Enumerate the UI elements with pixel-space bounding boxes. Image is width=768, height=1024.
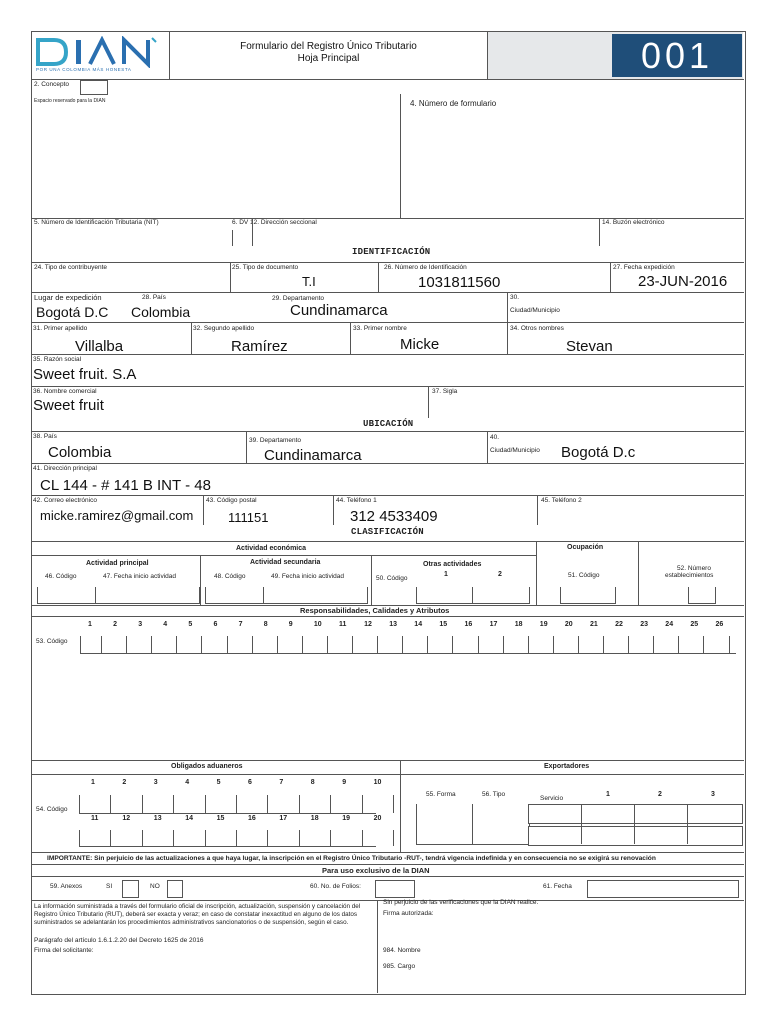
aduanero-number-18: 18 (310, 815, 319, 822)
aduanero-cell-divider (330, 830, 331, 846)
form-number-box (612, 34, 742, 77)
ciudad-num: 30. (510, 294, 520, 301)
aduanero-number-5: 5 (216, 779, 221, 786)
exportadores-title: Exportadores (544, 763, 590, 770)
aduanero-number-10: 10 (373, 779, 382, 786)
codigo51-field[interactable] (560, 587, 616, 604)
otros-nombres-value[interactable]: Stevan (566, 338, 613, 355)
aduanero-number-19: 19 (342, 815, 350, 822)
pais-value[interactable]: Colombia (131, 304, 191, 320)
otras1-label: 1 (444, 571, 448, 578)
resp-number-11: 11 (339, 621, 347, 628)
aduanero-cell-divider (299, 795, 300, 813)
aduanero-number-4: 4 (185, 779, 190, 786)
ubic-departamento-value[interactable]: Cundinamarca (264, 447, 362, 464)
primer-apellido-value[interactable]: Villalba (75, 338, 124, 355)
correo-label: 42. Correo electrónico (33, 497, 97, 504)
tel2-label: 45. Teléfono 2 (541, 497, 582, 504)
dian-logo (34, 36, 164, 76)
aduanero-cell-divider (142, 795, 143, 813)
resp-number-25: 25 (690, 621, 699, 628)
resp-cell-divider (653, 636, 654, 653)
resp-cell-divider (302, 636, 303, 653)
buzon-label: 14. Buzón electrónico (602, 219, 665, 226)
codigo53-field[interactable] (80, 633, 736, 654)
form-title-line2: Hoja Principal (297, 53, 360, 64)
anexos-label: 59. Anexos (50, 883, 83, 890)
resp-number-20: 20 (564, 621, 573, 628)
codigo51-label: 51. Código (568, 572, 600, 579)
fecha61-label: 61. Fecha (543, 883, 572, 890)
identificacion-title: IDENTIFICACIÓN (352, 247, 431, 257)
ubic-pais-label: 38. País (33, 433, 57, 440)
obligados-aduaneros-title: Obligados aduaneros (171, 763, 243, 770)
numero-formulario-label: 4. Número de formulario (410, 99, 497, 108)
info-text: La información suministrada a través del formulario oficial de inscripción, actualización, suspensión y cancelación del Registro Único Tributario (RUT), deberá ser exacta y veraz; en caso de constatar inexactitud en alguno de los datos suministrados se adelantarán los procedimientos administrativos sancionatorios o de suspensión, según el caso. (34, 903, 361, 926)
resp-cell-divider (227, 636, 228, 653)
resp-number-2: 2 (113, 621, 117, 628)
codigo53-label: 53. Código (36, 638, 68, 645)
aduanero-cell-divider (79, 795, 80, 813)
aduanero-cell-divider (362, 830, 363, 846)
si-label: SI (106, 883, 113, 890)
resp-cell-divider (503, 636, 504, 653)
resp-number-9: 9 (288, 621, 293, 628)
lugar-value[interactable]: Bogotá D.C (36, 304, 109, 320)
codigo54-field-row2[interactable] (79, 828, 376, 847)
direccion-value[interactable]: CL 144 - # 141 B INT - 48 (40, 477, 211, 494)
ubic-pais-value[interactable]: Colombia (48, 444, 112, 461)
resp-number-13: 13 (389, 621, 397, 628)
aduanero-cell-divider (362, 795, 363, 813)
resp-cell-divider (327, 636, 328, 653)
verificaciones-text: Sin perjuicio de las verificaciones que la DIAN realice. (383, 899, 539, 906)
fecha-expedicion-value[interactable]: 23-JUN-2016 (638, 273, 728, 290)
form-number: 001 (640, 35, 714, 76)
resp-number-24: 24 (665, 621, 674, 628)
aduanero-cell-divider (393, 830, 394, 846)
aduanero-cell-divider (173, 795, 174, 813)
resp-cell-divider (402, 636, 403, 653)
resp-cell-divider (277, 636, 278, 653)
aduanero-cell-divider (236, 795, 237, 813)
resp-cell-divider (377, 636, 378, 653)
aduanero-cell-divider (110, 795, 111, 813)
aduanero-number-3: 3 (153, 779, 158, 786)
resp-number-26: 26 (715, 621, 724, 628)
segundo-apellido-value[interactable]: Ramírez (231, 338, 288, 355)
aduanero-cell-divider (393, 795, 394, 813)
segundo-apellido-label: 32. Segundo apellido (193, 325, 255, 332)
resp-number-7: 7 (238, 621, 243, 628)
fecha-expedicion-label: 27. Fecha expedición (613, 264, 675, 271)
nit-field[interactable] (34, 230, 230, 245)
resp-number-14: 14 (414, 621, 423, 628)
aduanero-number-2: 2 (122, 779, 127, 786)
aduanero-number-1: 1 (91, 779, 95, 786)
sigla-label: 37. Sigla (432, 388, 458, 395)
aduanero-number-20: 20 (373, 815, 382, 822)
codigo54-label: 54. Código (36, 806, 68, 813)
otras2-label: 2 (498, 571, 502, 578)
aduanero-number-11: 11 (91, 815, 99, 822)
folios-label: 60. No. de Folios: (310, 883, 361, 890)
fecha49-label: 49. Fecha inicio actividad (271, 573, 344, 580)
actividad-secundaria-title: Actividad secundaria (250, 559, 321, 566)
uso-dian-title: Para uso exclusivo de la DIAN (322, 866, 430, 875)
numero-id-value[interactable]: 1031811560 (418, 274, 501, 291)
codigo46-label: 46. Código (45, 573, 77, 580)
firma-autorizada-label: Firma autorizada: (383, 910, 434, 917)
dian-logo-icon (34, 36, 164, 68)
tel1-value[interactable]: 312 4533409 (350, 508, 438, 525)
reserved-label: Espacio reservado para la DIAN (34, 98, 106, 104)
dian-slogan: POR UNA COLOMBIA MÁS HONESTA (36, 67, 132, 72)
codigo54-field-row1[interactable] (79, 793, 376, 814)
aduanero-cell-divider (110, 830, 111, 846)
correo-value[interactable]: micke.ramirez@gmail.com (40, 508, 194, 523)
dv-label: 6. DV (232, 219, 249, 226)
nit-label: 5. Número de Identificación Tributaria (NIT) (34, 219, 159, 226)
importante-text: IMPORTANTE: Sin perjuicio de las actualizaciones a que haya lugar, la inscripción en el Registro Único Tributario -RUT-, tendrá vigencia indefinida y en consecuencia no se exigirá su renovación (47, 855, 656, 862)
servicio-2: 2 (658, 791, 662, 798)
direccion-label: 41. Dirección principal (33, 465, 97, 472)
concepto-label: 2. Concepto (34, 81, 70, 88)
resp-number-1: 1 (88, 621, 92, 628)
resp-number-6: 6 (213, 621, 218, 628)
postal-label: 43. Código postal (206, 497, 257, 504)
aduanero-cell-divider (142, 830, 143, 846)
primer-nombre-label: 33. Primer nombre (353, 325, 407, 332)
direccion-seccional-label: 12. Dirección seccional (250, 219, 317, 226)
numero-id-label: 26. Número de Identificación (384, 264, 467, 271)
resp-cell-divider (126, 636, 127, 653)
primer-apellido-label: 31. Primer apellido (33, 325, 88, 332)
aduanero-cell-divider (79, 830, 80, 846)
resp-cell-divider (578, 636, 579, 653)
servicio-3: 3 (711, 791, 715, 798)
aduanero-number-6: 6 (248, 779, 252, 786)
fecha49-field[interactable] (263, 587, 368, 604)
modo57-field[interactable] (528, 804, 743, 824)
resp-cell-divider (703, 636, 704, 653)
aduanero-cell-divider (267, 795, 268, 813)
firma-solicitante-field[interactable] (34, 958, 370, 990)
ciudad-label: Ciudad/Municipio (510, 307, 560, 314)
resp-number-10: 10 (313, 621, 322, 628)
no-label: NO (150, 883, 160, 890)
actividad-economica-title: Actividad económica (236, 545, 307, 552)
ubic-ciudad-label: Ciudad/Municipio (490, 447, 540, 454)
forma55-label: 55. Forma (426, 791, 456, 798)
resp-cell-divider (201, 636, 202, 653)
tipo56-label: 56. Tipo (482, 791, 506, 798)
codigo46-field[interactable] (37, 587, 97, 604)
otras-actividades-title: Otras actividades (423, 561, 482, 568)
resp-cell-divider (628, 636, 629, 653)
resp-cell-divider (528, 636, 529, 653)
resp-cell-divider (80, 636, 81, 653)
fecha47-label: 47. Fecha inicio actividad (103, 573, 176, 580)
cargo985-label: 985. Cargo (383, 963, 416, 970)
servicio-1: 1 (606, 791, 610, 798)
fecha61-field[interactable] (587, 880, 739, 898)
form-title-line1: Formulario del Registro Único Tributario (240, 41, 417, 52)
tel1-label: 44. Teléfono 1 (336, 497, 377, 504)
nombre-comercial-label: 36. Nombre comercial (33, 388, 97, 395)
responsabilidades-title: Responsabilidades, Calidades y Atributos (300, 606, 450, 615)
resp-number-18: 18 (514, 621, 523, 628)
ubic-ciudad-num: 40. (490, 434, 500, 441)
ubic-departamento-label: 39. Departamento (249, 437, 302, 444)
resp-cell-divider (553, 636, 554, 653)
resp-cell-divider (352, 636, 353, 653)
nombre-comercial-value[interactable]: Sweet fruit (33, 397, 104, 414)
razon-social-value[interactable]: Sweet fruit. S.A (33, 366, 137, 383)
resp-cell-divider (678, 636, 679, 653)
nombre984-label: 984. Nombre (383, 947, 421, 954)
resp-cell-divider (427, 636, 428, 653)
anexos-si-checkbox[interactable] (122, 880, 139, 898)
resp-cell-divider (151, 636, 152, 653)
tipo-documento-label: 25. Tipo de documento (232, 264, 299, 271)
aduanero-cell-divider (267, 830, 268, 846)
lugar-expedicion-label: Lugar de expedición (34, 293, 102, 302)
aduanero-number-16: 16 (248, 815, 256, 822)
pais-label: 28. País (142, 294, 166, 301)
aduanero-cell-divider (330, 795, 331, 813)
resp-number-23: 23 (640, 621, 648, 628)
tipo-documento-value[interactable]: T.I (302, 274, 316, 289)
departamento-label: 29. Departamento (272, 295, 325, 302)
resp-number-16: 16 (464, 621, 473, 628)
concepto-field[interactable] (80, 80, 108, 95)
buzon-field[interactable] (602, 230, 742, 245)
resp-number-8: 8 (263, 621, 268, 628)
resp-number-22: 22 (615, 621, 623, 628)
resp-number-12: 12 (364, 621, 372, 628)
aduanero-number-17: 17 (279, 815, 288, 822)
cpc58-field[interactable] (528, 826, 743, 846)
resp-cell-divider (252, 636, 253, 653)
resp-number-15: 15 (439, 621, 448, 628)
aduanero-cell-divider (173, 830, 174, 846)
aduanero-cell-divider (299, 830, 300, 846)
razon-social-label: 35. Razón social (33, 356, 82, 363)
codigo48-field[interactable] (205, 587, 265, 604)
num52-label-1: 52. Número (677, 565, 711, 572)
aduanero-cell-divider (205, 795, 206, 813)
aduanero-number-7: 7 (279, 779, 284, 786)
aduanero-number-8: 8 (310, 779, 315, 786)
anexos-no-checkbox[interactable] (167, 880, 183, 898)
resp-number-19: 19 (539, 621, 548, 628)
ubicacion-title: UBICACIÓN (363, 419, 414, 429)
num52-label-2: establecimientos (665, 572, 714, 579)
otros-nombres-label: 34. Otros nombres (510, 325, 564, 332)
forma55-field[interactable] (416, 804, 474, 845)
aduanero-number-13: 13 (153, 815, 162, 822)
codigo48-label: 48. Código (214, 573, 246, 580)
ubic-ciudad-value[interactable]: Bogotá D.c (561, 444, 636, 461)
resp-cell-divider (452, 636, 453, 653)
resp-cell-divider (603, 636, 604, 653)
resp-number-4: 4 (163, 621, 168, 628)
otras1-field[interactable] (416, 587, 474, 604)
resp-number-21: 21 (590, 621, 598, 628)
servicio-label: Servicio (540, 795, 564, 802)
resp-cell-divider (101, 636, 102, 653)
codigo50-label: 50. Código (376, 575, 408, 582)
resp-cell-divider (729, 636, 730, 653)
aduanero-number-15: 15 (216, 815, 225, 822)
clasificacion-title: CLASIFICACIÓN (351, 527, 424, 537)
tipo-contribuyente-label: 24. Tipo de contribuyente (34, 264, 107, 271)
aduanero-number-9: 9 (342, 779, 347, 786)
tipo56-field[interactable] (472, 804, 530, 845)
resp-cell-divider (478, 636, 479, 653)
otras2-field[interactable] (472, 587, 530, 604)
resp-number-3: 3 (138, 621, 143, 628)
aduanero-number-12: 12 (122, 815, 131, 822)
resp-number-5: 5 (188, 621, 193, 628)
paragrafo-text: Parágrafo del artículo 1.6.1.2.20 del Decreto 1625 de 2016 (34, 937, 204, 944)
primer-nombre-value[interactable]: Micke (400, 336, 440, 353)
aduanero-number-14: 14 (185, 815, 193, 822)
aduanero-cell-divider (205, 830, 206, 846)
resp-number-17: 17 (489, 621, 498, 628)
num52-field[interactable] (688, 587, 716, 604)
folios-field[interactable] (375, 880, 415, 898)
resp-cell-divider (176, 636, 177, 653)
postal-value[interactable]: 111151 (228, 510, 269, 525)
ocupacion-title: Ocupación (567, 544, 604, 551)
departamento-value[interactable]: Cundinamarca (290, 302, 388, 319)
actividad-principal-title: Actividad principal (86, 560, 149, 567)
firma-solicitante-label: Firma del solicitante: (34, 947, 94, 954)
form-title (170, 41, 487, 65)
fecha47-field[interactable] (95, 587, 200, 604)
aduanero-cell-divider (236, 830, 237, 846)
